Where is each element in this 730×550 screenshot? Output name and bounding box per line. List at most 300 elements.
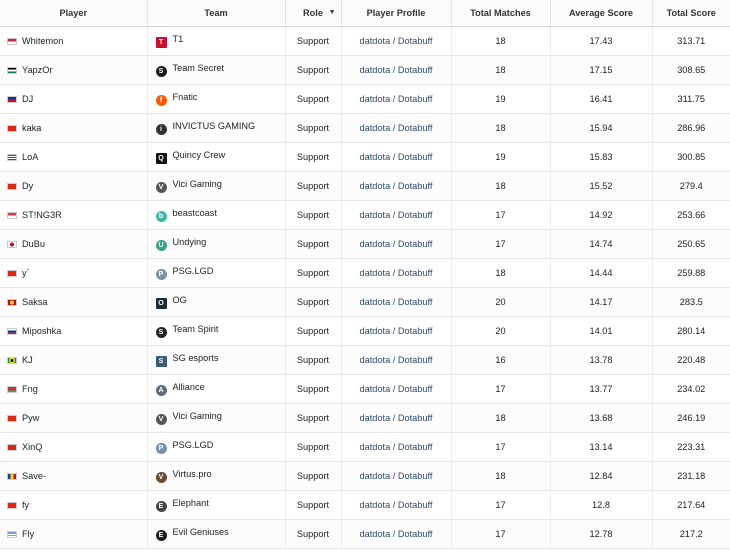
matches-value: 19: [495, 94, 506, 104]
player-name: Fly: [22, 529, 35, 539]
team-name: PSG.LGD: [172, 266, 214, 276]
total-score-value: 217.64: [677, 500, 706, 510]
dotabuff-link[interactable]: Dotabuff: [397, 384, 433, 394]
matches-cell: [451, 27, 550, 56]
player-name: kaka: [22, 123, 42, 133]
profile-cell: [341, 201, 451, 230]
player-cell: [0, 404, 147, 433]
role-text: Support: [296, 529, 330, 539]
player-cell: [0, 27, 147, 56]
datdota-link[interactable]: datdota: [359, 384, 391, 394]
matches-value: 18: [495, 181, 506, 191]
team-name: T1: [172, 34, 184, 44]
role-text: Support: [296, 65, 330, 75]
player-cell: [0, 259, 147, 288]
avg-score-cell: [550, 230, 652, 259]
datdota-link[interactable]: datdota: [359, 36, 391, 46]
avg-score-cell: [550, 375, 652, 404]
role-text: Support: [296, 297, 330, 307]
dotabuff-link[interactable]: Dotabuff: [397, 471, 433, 481]
matches-value: 18: [495, 268, 506, 278]
psg-lgd-logo-icon: P: [156, 443, 167, 454]
sort-down-icon[interactable]: ▼: [328, 9, 336, 16]
avg-column-header[interactable]: [550, 0, 652, 27]
brazil-flag-icon: [7, 357, 17, 364]
profile-cell: [341, 346, 451, 375]
team-cell: [147, 491, 285, 520]
dotabuff-link[interactable]: Dotabuff: [397, 297, 433, 307]
avg-score-value: 14.92: [589, 210, 613, 220]
link-separator: /: [392, 65, 396, 75]
role-cell: [285, 491, 341, 520]
total-score-cell: [652, 288, 730, 317]
total-score-cell: [652, 520, 730, 549]
player-name: Fng: [22, 384, 38, 394]
avg-score-value: 15.83: [589, 152, 613, 162]
team-cell: [147, 201, 285, 230]
table-row-10: [0, 288, 730, 317]
datdota-link[interactable]: datdota: [359, 442, 391, 452]
player-cell: [0, 462, 147, 491]
avg-score-cell: [550, 346, 652, 375]
role-cell: [285, 201, 341, 230]
role-cell: [285, 462, 341, 491]
datdota-link[interactable]: datdota: [359, 152, 391, 162]
profile-cell: [341, 172, 451, 201]
table-row-7: [0, 201, 730, 230]
matches-column-header[interactable]: [451, 0, 550, 27]
role-cell: [285, 404, 341, 433]
total-score-value: 253.66: [677, 210, 706, 220]
undying-logo-icon: U: [156, 240, 167, 251]
profile-header-label: Player Profile: [366, 8, 426, 18]
datdota-link[interactable]: datdota: [359, 239, 391, 249]
matches-cell: [451, 114, 550, 143]
elephant-logo-icon: E: [156, 501, 167, 512]
total-score-cell: [652, 317, 730, 346]
player-name: Pyw: [22, 413, 40, 423]
fnatic-logo-icon: f: [156, 95, 167, 106]
sg-esports-logo-icon: S: [156, 356, 167, 367]
total-score-cell: [652, 114, 730, 143]
player-name: ST!NG3R: [22, 210, 62, 220]
china-flag-icon: [7, 270, 17, 277]
link-separator: /: [392, 123, 396, 133]
team-name: Virtus.pro: [172, 469, 212, 479]
player-cell: [0, 172, 147, 201]
player-cell: [0, 288, 147, 317]
role-cell: [285, 375, 341, 404]
avg-header-label: Average Score: [568, 8, 633, 18]
matches-header-label: Total Matches: [470, 8, 531, 18]
total-score-value: 311.75: [677, 94, 705, 104]
link-separator: /: [392, 326, 396, 336]
profile-cell: [341, 288, 451, 317]
team-name: Elephant: [172, 498, 209, 508]
link-separator: /: [392, 239, 396, 249]
role-cell: [285, 85, 341, 114]
team-cell: [147, 317, 285, 346]
total-column-header[interactable]: [652, 0, 730, 27]
profile-cell: [341, 433, 451, 462]
player-name: fy: [22, 500, 30, 510]
matches-value: 19: [495, 152, 506, 162]
matches-cell: [451, 172, 550, 201]
datdota-link[interactable]: datdota: [359, 65, 391, 75]
table-row-16: [0, 462, 730, 491]
link-separator: /: [392, 442, 396, 452]
china-flag-icon: [7, 502, 17, 509]
role-cell: [285, 433, 341, 462]
table-row-12: [0, 346, 730, 375]
matches-cell: [451, 259, 550, 288]
total-score-cell: [652, 375, 730, 404]
team-cell: [147, 230, 285, 259]
table-row-17: [0, 491, 730, 520]
matches-cell: [451, 317, 550, 346]
team-cell: [147, 433, 285, 462]
total-score-value: 286.96: [677, 123, 706, 133]
role-cell: [285, 259, 341, 288]
dotabuff-link[interactable]: Dotabuff: [397, 268, 433, 278]
role-text: Support: [296, 413, 330, 423]
player-cell: [0, 85, 147, 114]
team-cell: [147, 85, 285, 114]
matches-cell: [451, 433, 550, 462]
avg-score-value: 15.94: [589, 123, 613, 133]
total-score-value: 234.02: [677, 384, 706, 394]
role-text: Support: [296, 268, 330, 278]
matches-cell: [451, 491, 550, 520]
total-score-cell: [652, 172, 730, 201]
dotabuff-link[interactable]: Dotabuff: [397, 500, 433, 510]
total-score-value: 217.2: [679, 529, 703, 539]
avg-score-cell: [550, 114, 652, 143]
role-text: Support: [296, 384, 330, 394]
avg-score-cell: [550, 491, 652, 520]
team-cell: [147, 346, 285, 375]
dotabuff-link[interactable]: Dotabuff: [397, 529, 433, 539]
role-cell: [285, 172, 341, 201]
avg-score-cell: [550, 259, 652, 288]
role-text: Support: [296, 239, 330, 249]
table-row-9: [0, 259, 730, 288]
usa-flag-icon: [7, 154, 17, 161]
total-score-value: 279.4: [679, 181, 703, 191]
link-separator: /: [392, 210, 396, 220]
player-name: Save-: [22, 471, 47, 481]
dotabuff-link[interactable]: Dotabuff: [397, 36, 433, 46]
matches-value: 17: [495, 500, 506, 510]
total-score-value: 250.65: [677, 239, 706, 249]
team-cell: [147, 259, 285, 288]
profile-cell: [341, 259, 451, 288]
total-score-value: 223.31: [677, 442, 706, 452]
avg-score-value: 13.14: [589, 442, 613, 452]
israel-flag-icon: [7, 531, 17, 538]
team-name: Undying: [172, 237, 207, 247]
t1-logo-icon: T: [156, 37, 167, 48]
psg-lgd-logo-icon: P: [156, 269, 167, 280]
total-score-cell: [652, 143, 730, 172]
table-row-13: [0, 375, 730, 404]
matches-value: 17: [495, 239, 506, 249]
singapore-flag-icon: [7, 212, 17, 219]
total-score-cell: [652, 27, 730, 56]
datdota-link[interactable]: datdota: [359, 210, 391, 220]
player-name: Saksa: [22, 297, 48, 307]
team-secret-logo-icon: S: [156, 66, 167, 77]
table-row-1: [0, 27, 730, 56]
team-name: INVICTUS GAMING: [172, 121, 256, 131]
total-score-value: 280.14: [677, 326, 706, 336]
role-cell: [285, 346, 341, 375]
total-score-cell: [652, 201, 730, 230]
alliance-logo-icon: A: [156, 385, 167, 396]
role-header-label: Role: [303, 8, 323, 18]
dotabuff-link[interactable]: Dotabuff: [397, 210, 433, 220]
avg-score-value: 17.15: [589, 65, 613, 75]
role-cell: [285, 56, 341, 85]
team-cell: [147, 114, 285, 143]
virtus-pro-logo-icon: V: [156, 472, 167, 483]
role-cell: [285, 230, 341, 259]
role-column-header[interactable]: [285, 0, 341, 27]
table-row-3: [0, 85, 730, 114]
total-score-cell: [652, 56, 730, 85]
table-row-11: [0, 317, 730, 346]
link-separator: /: [392, 529, 396, 539]
china-flag-icon: [7, 415, 17, 422]
quincy-crew-logo-icon: Q: [156, 153, 167, 164]
datdota-link[interactable]: datdota: [359, 268, 391, 278]
evil-geniuses-logo-icon: E: [156, 530, 167, 541]
link-separator: /: [392, 94, 396, 104]
total-score-cell: [652, 491, 730, 520]
link-separator: /: [392, 471, 396, 481]
player-name: DJ: [22, 94, 34, 104]
profile-cell: [341, 491, 451, 520]
matches-value: 18: [495, 36, 506, 46]
datdota-link[interactable]: datdota: [359, 297, 391, 307]
player-cell: [0, 520, 147, 549]
russia-flag-icon: [7, 328, 17, 335]
total-score-value: 246.19: [677, 413, 706, 423]
dotabuff-link[interactable]: Dotabuff: [397, 442, 433, 452]
datdota-link[interactable]: datdota: [359, 123, 391, 133]
avg-score-value: 14.44: [589, 268, 613, 278]
total-score-cell: [652, 346, 730, 375]
link-separator: /: [392, 500, 396, 510]
total-score-cell: [652, 404, 730, 433]
total-score-cell: [652, 230, 730, 259]
player-header-label: Player: [59, 8, 88, 18]
matches-value: 17: [495, 210, 506, 220]
moldova-flag-icon: [7, 473, 17, 480]
player-name: y`: [22, 268, 30, 278]
matches-value: 18: [495, 471, 506, 481]
team-name: Team Secret: [172, 63, 225, 73]
macedonia-flag-icon: [7, 299, 17, 306]
team-name: SG esports: [172, 353, 219, 363]
table-row-6: [0, 172, 730, 201]
avg-score-value: 13.68: [589, 413, 613, 423]
team-cell: [147, 520, 285, 549]
avg-score-value: 12.8: [592, 500, 610, 510]
profile-cell: [341, 462, 451, 491]
table-row-18: [0, 520, 730, 549]
link-separator: /: [392, 268, 396, 278]
player-cell: [0, 201, 147, 230]
indonesia-flag-icon: [7, 38, 17, 45]
matches-cell: [451, 462, 550, 491]
player-name: DuBu: [22, 239, 45, 249]
link-separator: /: [392, 355, 396, 365]
team-column-header[interactable]: [147, 0, 285, 27]
dotabuff-link[interactable]: Dotabuff: [397, 181, 433, 191]
avg-score-value: 15.52: [589, 181, 613, 191]
avg-score-cell: [550, 85, 652, 114]
total-score-value: 313.71: [677, 36, 706, 46]
vici-gaming-logo-icon: V: [156, 182, 167, 193]
table-body: [0, 27, 730, 549]
matches-cell: [451, 201, 550, 230]
team-name: OG: [172, 295, 187, 305]
avg-score-value: 13.78: [589, 355, 613, 365]
datdota-link[interactable]: datdota: [359, 181, 391, 191]
matches-value: 18: [495, 413, 506, 423]
datdota-link[interactable]: datdota: [359, 413, 391, 423]
player-cell: [0, 346, 147, 375]
player-name: Dy: [22, 181, 34, 191]
player-cell: [0, 56, 147, 85]
player-cell: [0, 491, 147, 520]
dotabuff-link[interactable]: Dotabuff: [397, 239, 433, 249]
matches-value: 18: [495, 123, 506, 133]
player-cell: [0, 375, 147, 404]
table-row-4: [0, 114, 730, 143]
datdota-link[interactable]: datdota: [359, 94, 391, 104]
china-flag-icon: [7, 444, 17, 451]
dotabuff-link[interactable]: Dotabuff: [397, 413, 433, 423]
role-text: Support: [296, 471, 330, 481]
role-text: Support: [296, 500, 330, 510]
team-cell: [147, 375, 285, 404]
total-score-cell: [652, 433, 730, 462]
player-name: KJ: [22, 355, 33, 365]
matches-cell: [451, 346, 550, 375]
player-name: LoA: [22, 152, 39, 162]
role-text: Support: [296, 442, 330, 452]
team-name: Vici Gaming: [172, 179, 222, 189]
profile-cell: [341, 56, 451, 85]
jordan-flag-icon: [7, 67, 17, 74]
dotabuff-link[interactable]: Dotabuff: [397, 94, 433, 104]
avg-score-value: 17.43: [589, 36, 613, 46]
datdota-link[interactable]: datdota: [359, 471, 391, 481]
role-text: Support: [296, 36, 330, 46]
team-cell: [147, 172, 285, 201]
total-score-value: 308.65: [677, 65, 706, 75]
table-row-14: [0, 404, 730, 433]
avg-score-value: 12.84: [589, 471, 613, 481]
belarus-flag-icon: [7, 386, 17, 393]
matches-cell: [451, 230, 550, 259]
beastcoast-logo-icon: b: [156, 211, 167, 222]
dotabuff-link[interactable]: Dotabuff: [397, 152, 433, 162]
role-cell: [285, 27, 341, 56]
total-score-value: 231.18: [677, 471, 706, 481]
datdota-link[interactable]: datdota: [359, 500, 391, 510]
total-score-value: 300.85: [677, 152, 706, 162]
matches-cell: [451, 85, 550, 114]
link-separator: /: [392, 181, 396, 191]
dotabuff-link[interactable]: Dotabuff: [397, 326, 433, 336]
player-column-header[interactable]: [0, 0, 147, 27]
datdota-link[interactable]: datdota: [359, 326, 391, 336]
team-cell: [147, 143, 285, 172]
philippines-flag-icon: [7, 96, 17, 103]
role-cell: [285, 143, 341, 172]
profile-cell: [341, 520, 451, 549]
dotabuff-link[interactable]: Dotabuff: [397, 123, 433, 133]
total-score-cell: [652, 259, 730, 288]
matches-cell: [451, 288, 550, 317]
matches-value: 16: [495, 355, 506, 365]
avg-score-cell: [550, 201, 652, 230]
profile-cell: [341, 27, 451, 56]
matches-value: 17: [495, 442, 506, 452]
profile-cell: [341, 114, 451, 143]
team-name: Vici Gaming: [172, 411, 222, 421]
team-name: Alliance: [172, 382, 205, 392]
player-cell: [0, 230, 147, 259]
dotabuff-link[interactable]: Dotabuff: [397, 355, 433, 365]
role-text: Support: [296, 210, 330, 220]
avg-score-value: 14.01: [589, 326, 613, 336]
datdota-link[interactable]: datdota: [359, 529, 391, 539]
team-name: Quincy Crew: [172, 150, 226, 160]
role-text: Support: [296, 94, 330, 104]
team-name: PSG.LGD: [172, 440, 214, 450]
player-name: YapzOr: [22, 65, 53, 75]
avg-score-cell: [550, 462, 652, 491]
profile-cell: [341, 317, 451, 346]
matches-cell: [451, 143, 550, 172]
matches-value: 17: [495, 384, 506, 394]
role-text: Support: [296, 152, 330, 162]
avg-score-value: 14.17: [589, 297, 613, 307]
avg-score-cell: [550, 520, 652, 549]
team-name: beastcoast: [172, 208, 217, 218]
avg-score-cell: [550, 433, 652, 462]
link-separator: /: [392, 36, 396, 46]
link-separator: /: [392, 384, 396, 394]
role-text: Support: [296, 326, 330, 336]
team-cell: [147, 462, 285, 491]
matches-value: 20: [495, 326, 506, 336]
matches-cell: [451, 375, 550, 404]
role-cell: [285, 317, 341, 346]
table-row-15: [0, 433, 730, 462]
link-separator: /: [392, 152, 396, 162]
dotabuff-link[interactable]: Dotabuff: [397, 65, 433, 75]
datdota-link[interactable]: datdota: [359, 355, 391, 365]
profile-column-header[interactable]: [341, 0, 451, 27]
role-cell: [285, 288, 341, 317]
total-score-value: 259.88: [677, 268, 706, 278]
team-cell: [147, 27, 285, 56]
